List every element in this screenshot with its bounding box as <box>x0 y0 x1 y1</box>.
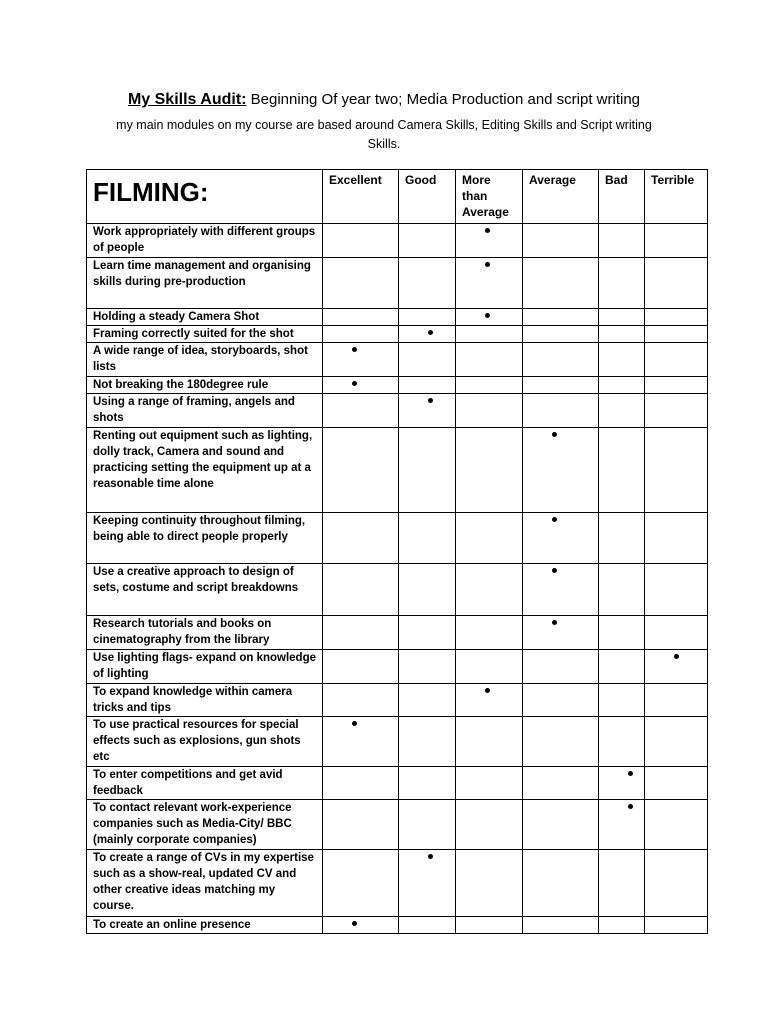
rating-cell <box>645 767 708 800</box>
rating-bullet-icon <box>628 771 633 776</box>
rating-cell <box>456 564 523 616</box>
rating-cell <box>323 428 399 513</box>
skill-cell: A wide range of idea, storyboards, shot lists <box>87 343 323 377</box>
document-heading <box>0 90 768 110</box>
rating-cell <box>599 564 645 616</box>
rating-cell <box>645 616 708 650</box>
table-row <box>87 800 708 850</box>
rating-cell <box>456 800 523 850</box>
rating-cell <box>456 258 523 309</box>
table-row <box>87 616 708 650</box>
rating-cell <box>599 309 645 326</box>
rating-cell <box>523 343 599 377</box>
rating-cell <box>323 767 399 800</box>
rating-bullet-icon <box>352 347 357 352</box>
rating-bullet-icon <box>352 381 357 386</box>
rating-cell <box>399 326 456 343</box>
table-row <box>87 377 708 394</box>
rating-cell <box>323 917 399 934</box>
rating-cell <box>523 767 599 800</box>
rating-cell <box>599 616 645 650</box>
rating-cell <box>456 309 523 326</box>
skill-cell: Framing correctly suited for the shot <box>87 326 323 343</box>
rating-cell <box>399 377 456 394</box>
rating-cell <box>523 394 599 428</box>
rating-cell <box>645 258 708 309</box>
skill-cell: Holding a steady Camera Shot <box>87 309 323 326</box>
rating-cell <box>645 309 708 326</box>
table-row <box>87 326 708 343</box>
skill-cell: To enter competitions and get avid feedback <box>87 767 323 800</box>
rating-cell <box>456 326 523 343</box>
rating-cell <box>456 917 523 934</box>
rating-cell <box>456 428 523 513</box>
rating-cell <box>456 224 523 258</box>
rating-cell <box>599 650 645 684</box>
rating-bullet-icon <box>428 330 433 335</box>
rating-cell <box>523 650 599 684</box>
skill-cell: Work appropriately with different groups of people <box>87 224 323 258</box>
table-header-row <box>87 170 708 224</box>
rating-bullet-icon <box>428 854 433 859</box>
rating-cell <box>599 377 645 394</box>
rating-cell <box>399 767 456 800</box>
rating-cell <box>323 717 399 767</box>
rating-cell <box>456 650 523 684</box>
rating-cell <box>399 564 456 616</box>
rating-cell <box>399 343 456 377</box>
section-title: FILMING: <box>87 170 323 224</box>
table-row <box>87 850 708 917</box>
rating-bullet-icon <box>352 721 357 726</box>
rating-cell <box>599 800 645 850</box>
rating-cell <box>456 684 523 717</box>
rating-bullet-icon <box>552 432 557 437</box>
rating-bullet-icon <box>552 517 557 522</box>
rating-cell <box>645 377 708 394</box>
rating-cell <box>323 224 399 258</box>
column-header: Terrible <box>645 170 708 224</box>
rating-cell <box>599 343 645 377</box>
skill-cell: To create a range of CVs in my expertise such as a show-real, updated CV and other creative ideas matching my course. <box>87 850 323 917</box>
rating-bullet-icon <box>485 313 490 318</box>
rating-cell <box>399 850 456 917</box>
rating-cell <box>399 917 456 934</box>
rating-cell <box>323 513 399 564</box>
rating-cell <box>523 616 599 650</box>
rating-cell <box>599 258 645 309</box>
rating-cell <box>599 684 645 717</box>
column-header: Excellent <box>323 170 399 224</box>
rating-cell <box>599 513 645 564</box>
rating-cell <box>523 800 599 850</box>
rating-cell <box>599 326 645 343</box>
table-row <box>87 650 708 684</box>
rating-cell <box>599 394 645 428</box>
rating-cell <box>645 917 708 934</box>
skill-cell: To use practical resources for special effects such as explosions, gun shots etc <box>87 717 323 767</box>
rating-cell <box>456 343 523 377</box>
rating-cell <box>645 394 708 428</box>
rating-bullet-icon <box>552 568 557 573</box>
rating-cell <box>523 850 599 917</box>
rating-cell <box>323 343 399 377</box>
skill-cell: Keeping continuity throughout filming, being able to direct people properly <box>87 513 323 564</box>
rating-cell <box>523 684 599 717</box>
rating-cell <box>645 428 708 513</box>
rating-cell <box>523 917 599 934</box>
rating-cell <box>399 224 456 258</box>
rating-cell <box>645 800 708 850</box>
rating-bullet-icon <box>485 228 490 233</box>
column-header: Bad <box>599 170 645 224</box>
rating-cell <box>399 394 456 428</box>
rating-cell <box>599 428 645 513</box>
table-row <box>87 309 708 326</box>
rating-cell <box>399 800 456 850</box>
rating-cell <box>523 326 599 343</box>
rating-cell <box>645 224 708 258</box>
skill-cell: Not breaking the 180degree rule <box>87 377 323 394</box>
table-row <box>87 564 708 616</box>
rating-cell <box>523 513 599 564</box>
rating-cell <box>399 616 456 650</box>
rating-cell <box>323 377 399 394</box>
rating-cell <box>456 394 523 428</box>
rating-cell <box>645 684 708 717</box>
rating-cell <box>456 850 523 917</box>
rating-cell <box>323 258 399 309</box>
rating-cell <box>645 564 708 616</box>
rating-cell <box>523 428 599 513</box>
rating-cell <box>523 309 599 326</box>
table-row <box>87 717 708 767</box>
skill-cell: Renting out equipment such as lighting, dolly track, Camera and sound and practicing setting the equipment up at a reasonable time alone <box>87 428 323 513</box>
rating-bullet-icon <box>628 804 633 809</box>
rating-cell <box>523 258 599 309</box>
column-header: More than Average <box>456 170 523 224</box>
table-row <box>87 917 708 934</box>
rating-cell <box>523 377 599 394</box>
rating-bullet-icon <box>552 620 557 625</box>
column-header: Good <box>399 170 456 224</box>
rating-cell <box>599 917 645 934</box>
table-row <box>87 513 708 564</box>
document-intro: my main modules on my course are based around Camera Skills, Editing Skills and Script writing Skills. <box>116 118 652 151</box>
rating-cell <box>323 650 399 684</box>
rating-cell <box>399 650 456 684</box>
rating-cell <box>399 309 456 326</box>
rating-cell <box>323 309 399 326</box>
table-row <box>87 224 708 258</box>
rating-cell <box>599 717 645 767</box>
rating-cell <box>323 800 399 850</box>
rating-cell <box>456 767 523 800</box>
rating-cell <box>399 717 456 767</box>
skills-audit-table <box>86 169 708 934</box>
skill-cell: To create an online presence <box>87 917 323 934</box>
rating-cell <box>399 684 456 717</box>
document-title: My Skills Audit: <box>127 91 247 108</box>
rating-cell <box>323 616 399 650</box>
table-row <box>87 684 708 717</box>
rating-cell <box>323 326 399 343</box>
column-header: Average <box>523 170 599 224</box>
rating-cell <box>599 224 645 258</box>
skill-cell: Learn time management and organising skills during pre-production <box>87 258 323 309</box>
rating-cell <box>645 850 708 917</box>
rating-cell <box>323 684 399 717</box>
rating-cell <box>645 650 708 684</box>
rating-cell <box>645 513 708 564</box>
table-row <box>87 428 708 513</box>
rating-cell <box>323 394 399 428</box>
rating-cell <box>399 428 456 513</box>
rating-bullet-icon <box>674 654 679 659</box>
rating-cell <box>645 326 708 343</box>
rating-cell <box>399 258 456 309</box>
rating-cell <box>456 377 523 394</box>
rating-bullet-icon <box>485 262 490 267</box>
skill-cell: To expand knowledge within camera tricks and tips <box>87 684 323 717</box>
skill-cell: To contact relevant work-experience companies such as Media-City/ BBC (mainly corporate companies) <box>87 800 323 850</box>
skill-cell: Using a range of framing, angels and shots <box>87 394 323 428</box>
rating-cell <box>456 717 523 767</box>
table-row <box>87 258 708 309</box>
rating-cell <box>399 513 456 564</box>
rating-cell <box>645 717 708 767</box>
rating-cell <box>456 513 523 564</box>
rating-bullet-icon <box>352 921 357 926</box>
table-row <box>87 343 708 377</box>
skill-cell: Research tutorials and books on cinematography from the library <box>87 616 323 650</box>
document-subtitle: Beginning Of year two; Media Production and script writing <box>250 91 641 108</box>
table-body <box>87 224 708 934</box>
skill-cell: Use a creative approach to design of sets, costume and script breakdowns <box>87 564 323 616</box>
rating-bullet-icon <box>428 398 433 403</box>
rating-cell <box>599 850 645 917</box>
skill-cell: Use lighting flags- expand on knowledge of lighting <box>87 650 323 684</box>
rating-cell <box>523 564 599 616</box>
rating-cell <box>456 616 523 650</box>
rating-cell <box>323 850 399 917</box>
rating-cell <box>323 564 399 616</box>
table-row <box>87 394 708 428</box>
rating-cell <box>523 224 599 258</box>
rating-bullet-icon <box>485 688 490 693</box>
rating-cell <box>523 717 599 767</box>
rating-cell <box>599 767 645 800</box>
rating-cell <box>645 343 708 377</box>
table-row <box>87 767 708 800</box>
